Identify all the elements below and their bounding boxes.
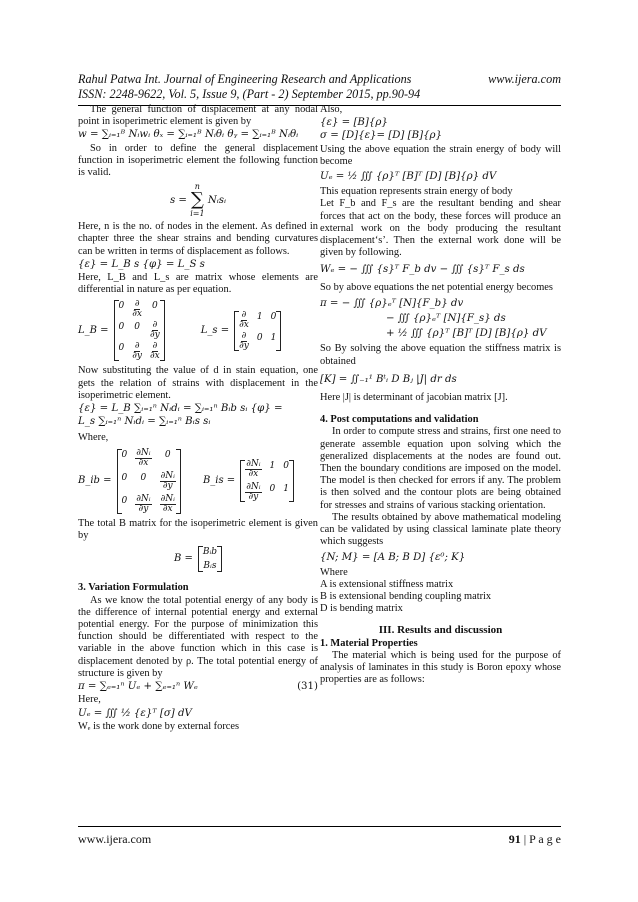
- equation: [K] = ∬₋₁¹ Bᵗᵢ D Bⱼ |J| dr ds: [320, 373, 457, 385]
- left-column: [78, 104, 318, 733]
- journal-title: Rahul Patwa Int. Journal of Engineering Research and Applications: [78, 72, 412, 86]
- paragraph: In order to compute stress and strains, first one need to generate assemble equation upon solving which the generalized displacements at the nodes are found out. Then the boundary conditions are imposed on the model. The model is then checked for errors if any. The problem is then solved and the contour plots are being obtained for stresses and strains of various stacking orientation.: [320, 426, 561, 511]
- equation: Wₑ = − ∭ {s}ᵀ F_b dv − ∭ {s}ᵀ F_s ds: [320, 264, 525, 276]
- equation: {ε} = L_B s {φ} = L_S s: [78, 258, 205, 270]
- subsection-heading: 1. Material Properties: [320, 637, 418, 649]
- equation-numbered: π = ∑ₑ₌₁ⁿ Uₑ + ∑ₑ₌₁ⁿ Wₑ (31): [78, 681, 318, 693]
- paragraph: So By solving the above equation the stiffness matrix is obtained: [320, 343, 561, 367]
- summation-symbol: n ∑ i=1: [190, 182, 205, 219]
- page-header: [78, 72, 561, 106]
- equation: w = ∑ᵢ₌₁ᴮ Nᵢwᵢ θₓ = ∑ᵢ₌₁ᴮ Nᵢθᵢ θᵧ = ∑ᵢ₌₁ᴮ Nᵢθᵢ: [78, 129, 299, 141]
- equation: π = − ∭ {ρ}ₑᵀ [N]{F_b} dv: [320, 297, 464, 309]
- paragraph: Let F_b and F_s are the resultant bending and shear forces that act on the body, these forces will produce an external work on the body producing the resultant displacement‘s’. Then the external work done will be given by following.: [320, 198, 561, 259]
- equation: {N; M} = [A B; B D] {ε⁰; K}: [320, 551, 466, 563]
- section-heading: 3. Variation Formulation: [78, 582, 189, 594]
- b-matrix: Bᵢb Bᵢs: [198, 546, 222, 572]
- paragraph: Here |J| is determinant of jacobian matrix [J].: [320, 392, 508, 404]
- equation: L_s ∑ᵢ₌₁ⁿ Nᵢdᵢ = ∑ᵢ₌₁ⁿ Bᵢs sᵢ: [78, 416, 211, 428]
- paragraph: Using the above equation the strain energy of body will become: [320, 143, 561, 167]
- bis-matrix: $\frac{\text{∂Nᵢ}}{\partial x}$ 1 0 $\frac{\text{∂Nᵢ}}{\partial y}$ 0 1: [240, 460, 294, 502]
- equation: Uₑ = ½ ∭ {ρ}ᵀ [B]ᵀ [D] [B]{ρ} dV: [320, 171, 497, 183]
- paragraph: Here, L_B and L_s are matrix whose elements are differential in nature as per equation.: [78, 272, 318, 296]
- equation: − ∭ {ρ}ₑᵀ [N]{F_s} ds: [386, 313, 506, 325]
- lb-ls-matrices: L_B = 0 $\frac{\partial}{\partial x}$ 0 0 0 $\frac{\partial}{\partial y}$ 0 $\frac{\partial}{\partial y}$ $\frac{\partial}{\partial x}$ L_s = $\frac{\partial}{\partial x}$ 1 0 $\frac{\partial}{\partial y}$ 0 1: [78, 300, 318, 361]
- also-label: Also,: [320, 104, 343, 115]
- paragraph: The results obtained by above mathematical modeling can be validated by using classical laminate plate theory which suggests: [320, 511, 561, 548]
- where-label: Where: [320, 566, 348, 578]
- page-number: 91 | P a g e: [508, 832, 561, 846]
- paragraph: The general function of displacement at any nodal point in isoperimetric element is given by: [78, 104, 318, 128]
- lb-matrix: 0 $\frac{\partial}{\partial x}$ 0 0 0 $\frac{\partial}{\partial y}$ 0 $\frac{\partial}{\partial y}$ $\frac{\partial}{\partial x}$: [114, 300, 165, 361]
- page-footer: [78, 826, 561, 847]
- here-label: Here,: [78, 694, 101, 706]
- issn-line: ISSN: 2248-9622, Vol. 5, Issue 9, (Part - 2) September 2015, pp.90-94: [78, 87, 421, 101]
- definition-line: B is extensional bending coupling matrix: [320, 591, 492, 603]
- paragraph: Wₑ is the work done by external forces: [78, 720, 240, 732]
- paragraph: As we know the total potential energy of any body is the difference of internal potential energy and external potential energy. For the purpose of minimization this function should be differentiated with respect to the variable in the above function which in this case is displacement denoted by ρ. The total potential energy of structure is given by: [78, 594, 318, 679]
- equation: {ε} = L_B ∑ᵢ₌₁ⁿ Nᵢdᵢ = ∑ᵢ₌₁ⁿ Bᵢb sᵢ {φ} =: [78, 403, 283, 415]
- bib-matrix: 0 $\frac{\text{∂Nᵢ}}{\partial x}$ 0 0 0 $\frac{\text{∂Nᵢ}}{\partial y}$ 0 $\frac{\text{∂Nᵢ}}{\partial y}$ $\frac{\text{∂Nᵢ}}{\partial x}$: [117, 449, 181, 514]
- paragraph: Now substituting the value of d in stain equation, one gets the relation of strains with displacement in the isoperimetric element.: [78, 365, 318, 401]
- footer-url[interactable]: www.ijera.com: [78, 832, 152, 846]
- ls-matrix: $\frac{\partial}{\partial x}$ 1 0 $\frac{\partial}{\partial y}$ 0 1: [234, 311, 281, 351]
- right-column: [320, 104, 561, 687]
- bib-bis-matrices: B_ib = 0 $\frac{\text{∂Nᵢ}}{\partial x}$ 0 0 0 $\frac{\text{∂Nᵢ}}{\partial y}$ 0 $\frac{\text{∂Nᵢ}}{\partial y}$ $\frac{\text{∂Nᵢ}}{\partial x}$ B_is = $\frac{\text{∂Nᵢ}}{\partial x}$ 1 0 $\frac{\text{∂Nᵢ}}{\partial y}$ 0 1: [78, 449, 318, 514]
- definition-line: A is extensional stiffness matrix: [320, 578, 454, 590]
- b-total-matrix: B = Bᵢb Bᵢs: [78, 546, 318, 572]
- where-label: Where,: [78, 432, 109, 444]
- equation: Uₑ = ∭ ½ {ε}ᵀ [σ] dV: [78, 707, 192, 719]
- paragraph: The material which is being used for the purpose of analysis of laminates in this study is Boron epoxy whose properties are as follows:: [320, 649, 561, 686]
- paragraph: The total B matrix for the isoperimetric element is given by: [78, 517, 318, 541]
- equation: {ε} = [B]{ρ}: [320, 117, 388, 129]
- paragraph: So in order to define the general displacement function in isoperimetric element the following function is valid.: [78, 142, 318, 179]
- paragraph: This equation represents strain energy of body: [320, 186, 513, 198]
- equation-sum: s = n ∑ i=1 Nᵢsᵢ: [169, 182, 227, 219]
- definition-line: D is bending matrix: [320, 603, 403, 615]
- journal-url[interactable]: www.ijera.com: [488, 72, 561, 86]
- paragraph: Here, n is the no. of nodes in the element. As defined in chapter three the shear strains and bending curvatures can be written in terms of displacement as follows.: [78, 221, 318, 257]
- section-heading: 4. Post computations and validation: [320, 414, 479, 426]
- paragraph: So by above equations the net potential energy becomes: [320, 281, 553, 293]
- equation: + ½ ∭ {ρ}ᵀ [B]ᵀ [D] [B]{ρ} dV: [386, 328, 547, 340]
- section-heading: III. Results and discussion: [378, 623, 503, 636]
- equation: σ = [D]{ε}= [D] [B]{ρ}: [320, 130, 443, 142]
